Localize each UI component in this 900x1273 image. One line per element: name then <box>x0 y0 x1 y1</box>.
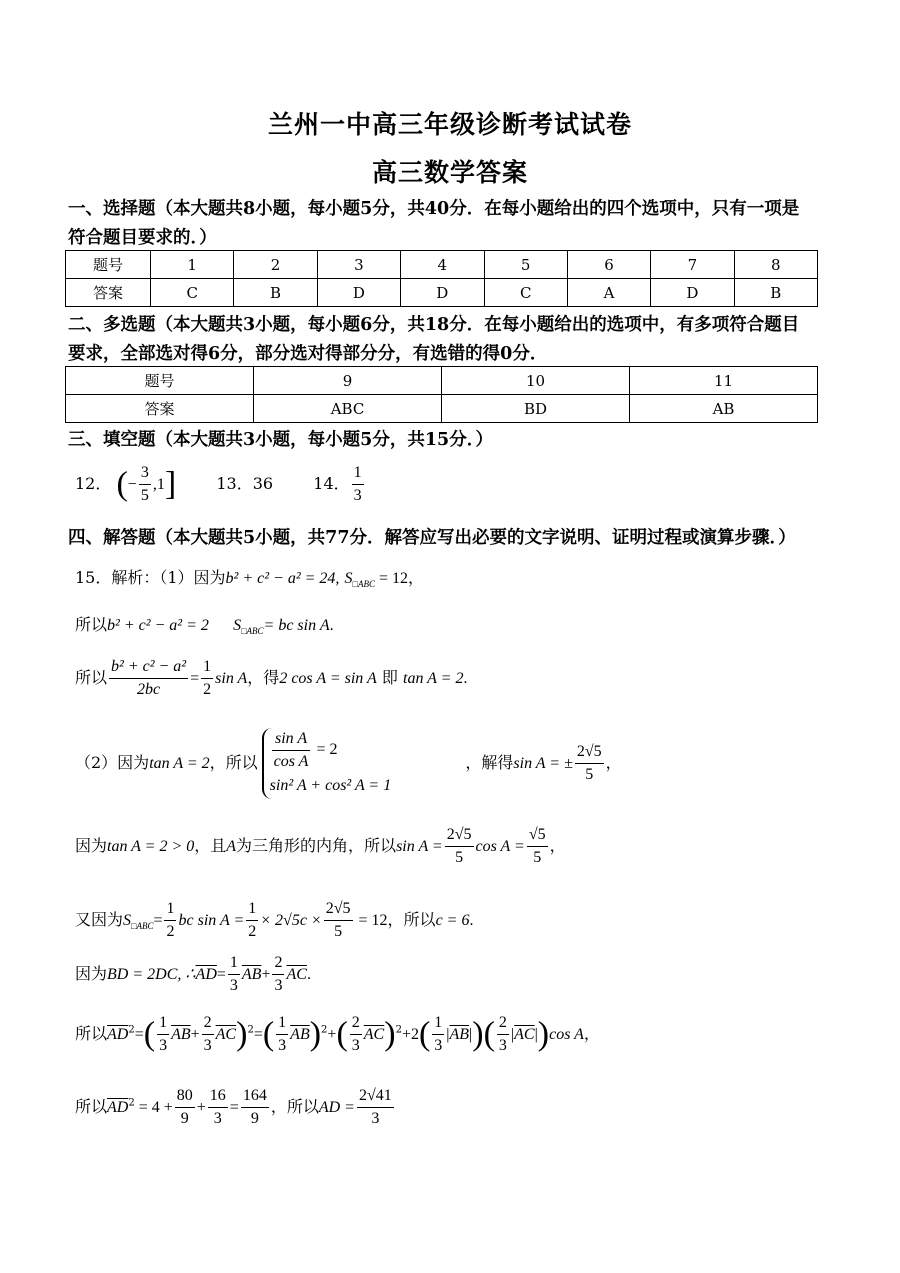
solution-line-1 <box>75 565 424 589</box>
paren: ) <box>537 1015 550 1053</box>
l5-c: 为三角形的内角，所以 <box>236 836 397 855</box>
two-third-fraction <box>202 1012 214 1057</box>
vector-AB: $\overline{AB}$ <box>171 1026 191 1043</box>
square: 2 <box>128 1024 135 1036</box>
vector-AD: $\overline{AD}$ <box>107 1026 129 1043</box>
q14-numerator: 1 <box>352 462 364 485</box>
answer-cell: BD <box>442 395 630 423</box>
frac-164-9 <box>241 1085 269 1130</box>
num: 2 <box>272 952 284 975</box>
den: 3 <box>371 1110 380 1127</box>
num: 1 <box>246 898 258 921</box>
plus-sign: + <box>190 1026 200 1043</box>
num: 1 <box>432 1012 444 1035</box>
q12-label: 12． <box>75 474 112 493</box>
l6-mid: bc sin A = <box>178 912 245 929</box>
sin-cos-fraction <box>272 728 311 773</box>
q14-label: 14． <box>313 474 350 493</box>
q12-fraction <box>139 462 151 507</box>
answer-cell: ABC <box>254 395 442 423</box>
third-fraction <box>157 1012 169 1057</box>
answer-cell: A <box>567 279 650 307</box>
den: 5 <box>585 766 594 783</box>
l5-tan: tan A = 2 > 0 <box>107 838 195 855</box>
area-symbol: S <box>123 912 132 929</box>
l5-A: A <box>226 838 237 855</box>
l5-b: ，且 <box>194 836 227 855</box>
den: 5 <box>334 923 343 940</box>
q12-right: ,1 <box>152 476 165 493</box>
num: 1 <box>157 1012 169 1035</box>
cosine-fraction <box>109 656 188 701</box>
solution-line-6 <box>75 898 473 943</box>
q14-denominator: 3 <box>353 487 362 504</box>
half-fraction <box>201 656 213 701</box>
right-bracket: ] <box>164 465 177 503</box>
l3-half: sin A <box>215 670 248 687</box>
l2-eq: b² + c² − a² = 2 <box>107 617 209 634</box>
q15-intro: 15．解析：（1）因为 <box>75 568 226 587</box>
num: 2√41 <box>357 1085 394 1108</box>
solution-line-2 <box>75 612 334 636</box>
question-number: 9 <box>254 367 442 395</box>
vector-AC: $\overline{AC}$ <box>363 1026 385 1043</box>
l2-area: = bc sin A <box>263 617 330 634</box>
period: . <box>463 670 468 687</box>
minus-sign: − <box>127 476 137 493</box>
frac-80-9 <box>175 1085 195 1130</box>
page-title: 兰州一中高三年级诊断考试试卷 <box>267 110 632 139</box>
den: 9 <box>180 1110 189 1127</box>
section3-heading: 三、填空题（本大题共3小题，每小题5分，共15分．） <box>68 430 493 450</box>
den: 3 <box>213 1110 222 1127</box>
question-number: 3 <box>317 251 400 279</box>
den: 2 <box>166 923 175 940</box>
multi-select-table <box>65 366 818 423</box>
half-fraction <box>164 898 176 943</box>
paren: ) <box>309 1015 322 1053</box>
question-number: 11 <box>630 367 818 395</box>
l8-cos: cos A <box>549 1026 584 1043</box>
solution-line-7 <box>75 952 311 997</box>
answer-cell: D <box>317 279 400 307</box>
num: 1 <box>228 952 240 975</box>
eq-sign: = <box>253 1026 263 1043</box>
paren: ) <box>472 1015 484 1053</box>
comma: ， <box>408 568 425 587</box>
answer-cell: AB <box>630 395 818 423</box>
eq-sign: = <box>216 966 226 983</box>
l5-a: 因为 <box>75 836 108 855</box>
eq-sign: = <box>229 1099 239 1116</box>
den: 2 <box>248 923 257 940</box>
section1-heading-line1: 一、选择题（本大题共8小题，每小题5分，共40分．在每小题给出的四个选项中，只有一项是 <box>68 199 800 219</box>
area-symbol: S <box>344 570 353 587</box>
l6-a: 又因为 <box>75 910 124 929</box>
q12-numerator: 3 <box>139 462 151 485</box>
den: 3 <box>351 1037 360 1054</box>
question-number: 4 <box>401 251 484 279</box>
period: . <box>329 617 334 634</box>
p2-so: ，所以 <box>209 753 258 772</box>
den: 5 <box>533 849 542 866</box>
p2-solve: ，解得 <box>465 753 514 772</box>
so-label: 所以 <box>75 1097 108 1116</box>
square: 2 <box>128 1097 135 1109</box>
square: 2 <box>395 1024 402 1036</box>
paren: ( <box>262 1015 275 1053</box>
third-fraction <box>276 1012 288 1057</box>
den: 3 <box>274 977 283 994</box>
question-number: 10 <box>442 367 630 395</box>
paren: ( <box>336 1015 348 1053</box>
den: 9 <box>250 1110 259 1127</box>
l5-sin: sin A = <box>396 838 443 855</box>
section1-heading <box>68 195 838 253</box>
den: 5 <box>455 849 464 866</box>
num: 164 <box>241 1085 269 1108</box>
solution-line-9 <box>75 1085 396 1130</box>
sys-line-1 <box>270 728 392 773</box>
vector-AB: $\overline{AB}$ <box>449 1026 470 1043</box>
vector-AB: $\overline{AB}$ <box>241 966 262 983</box>
q13-answer: 13．36 <box>216 474 274 493</box>
section2-heading <box>68 311 838 369</box>
section2-heading-line2: 要求，全部选对得6分，部分选对得部分分，有选错的得0分． <box>68 344 548 364</box>
so-label: 所以 <box>75 1024 108 1043</box>
two-third-fraction <box>272 952 284 997</box>
answer-cell: C <box>484 279 567 307</box>
half-fraction <box>246 898 258 943</box>
l4-sin: sin A = ± <box>513 755 573 772</box>
paren: ) <box>384 1015 396 1053</box>
solution-line-5 <box>75 824 566 869</box>
solution-line-8 <box>75 1012 600 1057</box>
plus-sign: + <box>327 1026 337 1043</box>
num: 2 <box>497 1012 509 1035</box>
table-row <box>66 279 818 307</box>
row-label-answer: 答案 <box>66 395 254 423</box>
l6-c: c = 6 <box>435 912 470 929</box>
eq-sign: = <box>190 670 200 687</box>
l6-b: ，所以 <box>387 910 436 929</box>
plus-sign: + <box>196 1099 206 1116</box>
l4-tan: tan A = 2 <box>149 755 210 772</box>
l3-tan: tan A = 2 <box>403 670 464 687</box>
question-number: 1 <box>151 251 234 279</box>
num: 2 <box>202 1012 214 1035</box>
comma: ， <box>605 753 622 772</box>
l3-eq2: 2 cos A = sin A <box>279 670 377 687</box>
num: 1 <box>164 898 176 921</box>
two-third-fraction <box>497 1012 509 1057</box>
l9-val: = 4 + <box>134 1099 173 1116</box>
so-label: 所以 <box>75 615 108 634</box>
den: 3 <box>278 1037 287 1054</box>
eq-sign: = <box>134 1026 144 1043</box>
ad-value <box>357 1085 394 1130</box>
num: 80 <box>175 1085 195 1108</box>
den: 3 <box>498 1037 507 1054</box>
plus-sign: + <box>261 966 271 983</box>
cos-frac <box>527 824 548 869</box>
third-fraction <box>432 1012 444 1057</box>
sys-bot: cos A <box>273 753 309 770</box>
sys-line-2: sin² A + cos² A = 1 <box>269 777 392 794</box>
q12-denominator: 5 <box>140 487 149 504</box>
comma: ， <box>583 1024 600 1043</box>
page-subtitle: 高三数学答案 <box>371 158 528 187</box>
plus-sign: +2 <box>401 1026 419 1043</box>
den: 2 <box>203 681 212 698</box>
section4-heading: 四、解答题（本大题共5小题，共77分．解答应写出必要的文字说明、证明过程或演算步骤．） <box>68 528 796 548</box>
period: . <box>469 912 474 929</box>
question-number: 6 <box>567 251 650 279</box>
num: 2√5 <box>324 898 353 921</box>
vector-AC: $\overline{AC}$ <box>514 1026 535 1043</box>
vector-AD: $\overline{AD}$ <box>107 1099 129 1116</box>
sin-frac <box>324 898 353 943</box>
l9-b: ，所以 <box>270 1097 319 1116</box>
row-label-number: 题号 <box>66 367 254 395</box>
solution-line-4 <box>75 728 622 799</box>
table-row <box>66 395 818 423</box>
section2-heading-line1: 二、多选题（本大题共3小题，每小题6分，共18分．在每小题给出的选项中，有多项符合题目 <box>68 315 800 335</box>
third-fraction <box>228 952 240 997</box>
answer-cell: D <box>401 279 484 307</box>
num: 16 <box>208 1085 228 1108</box>
fill-in-answers <box>75 462 366 507</box>
num: 2√5 <box>445 824 474 847</box>
two-third-fraction <box>350 1012 362 1057</box>
sin-value <box>575 741 604 786</box>
abs-bar: | <box>534 1026 538 1043</box>
q14-fraction <box>352 462 364 507</box>
area-sub: □ABC <box>241 626 264 637</box>
comma: ， <box>549 836 566 855</box>
frac-top: b² + c² − a² <box>109 656 188 679</box>
l6-val: = 12 <box>354 912 388 929</box>
sys-eq: = 2 <box>312 741 338 759</box>
row-label-answer: 答案 <box>66 279 151 307</box>
table-row <box>66 367 818 395</box>
vector-AC: $\overline{AC}$ <box>286 966 307 983</box>
num: 2 <box>350 1012 362 1035</box>
area-symbol: S <box>233 617 242 634</box>
den: 3 <box>434 1037 443 1054</box>
eq-sign: = <box>153 912 163 929</box>
den: 3 <box>159 1037 168 1054</box>
area-sub: □ABC <box>131 921 154 932</box>
question-number: 5 <box>484 251 567 279</box>
num: 1 <box>201 656 213 679</box>
den: 3 <box>229 977 238 994</box>
area-sub: □ABC <box>352 579 375 590</box>
vector-AB: $\overline{AB}$ <box>290 1026 310 1043</box>
frac-bot: 2bc <box>137 681 161 698</box>
answer-cell: B <box>734 279 817 307</box>
l6-mid2: × 2√5c × <box>260 912 322 929</box>
vector-AD: $\overline{AD}$ <box>195 966 217 983</box>
answer-cell: D <box>651 279 734 307</box>
num: 2√5 <box>575 741 604 764</box>
question-number: 2 <box>234 251 317 279</box>
section1-heading-line2: 符合题目要求的．） <box>68 228 217 248</box>
den: 3 <box>203 1037 212 1054</box>
question-number: 8 <box>734 251 817 279</box>
equation-system <box>262 728 392 799</box>
l3-mid: ，得 <box>247 668 280 687</box>
paren: ( <box>483 1015 495 1053</box>
abs-bar: | <box>469 1026 473 1043</box>
abs-bar: | <box>510 1026 515 1043</box>
paren: ( <box>418 1015 431 1053</box>
period: . <box>306 966 311 983</box>
question-number: 7 <box>651 251 734 279</box>
paren: ) <box>236 1015 248 1053</box>
paren: ( <box>143 1015 156 1053</box>
vector-AC: $\overline{AC}$ <box>215 1026 237 1043</box>
p2-intro: （2）因为 <box>75 753 150 772</box>
l9-res: AD = <box>318 1099 355 1116</box>
row-label-number: 题号 <box>66 251 151 279</box>
sys-top: sin A <box>272 728 311 751</box>
multiple-choice-table <box>65 250 818 307</box>
sin-frac <box>445 824 474 869</box>
so-label: 所以 <box>75 668 108 687</box>
l5-cos: cos A = <box>475 838 525 855</box>
l1-val: = 12 <box>374 570 408 587</box>
num: √5 <box>527 824 548 847</box>
l7-bd: BD = 2DC, ∴ <box>107 966 196 983</box>
left-paren: ( <box>116 465 128 503</box>
square: 2 <box>321 1024 328 1036</box>
l3-then: 即 <box>381 668 398 687</box>
abs-bar: | <box>446 1026 450 1043</box>
num: 1 <box>276 1012 288 1035</box>
solution-line-3 <box>75 656 467 701</box>
square: 2 <box>247 1024 254 1036</box>
answer-cell: B <box>234 279 317 307</box>
frac-16-3 <box>208 1085 228 1130</box>
table-row <box>66 251 818 279</box>
l7-a: 因为 <box>75 964 108 983</box>
l1-eq: b² + c² − a² = 24, <box>225 570 340 587</box>
answer-cell: C <box>151 279 234 307</box>
